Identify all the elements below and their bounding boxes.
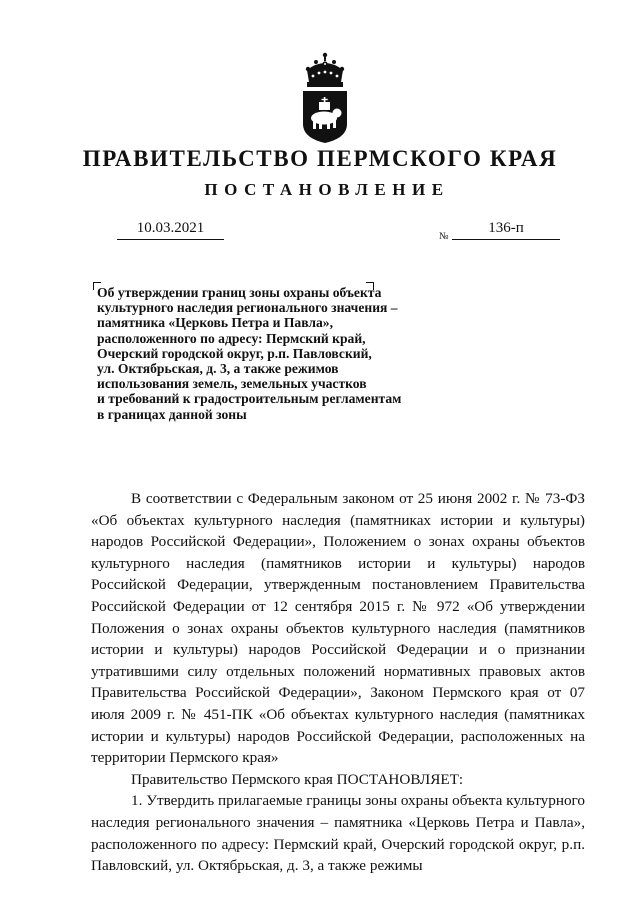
number-label: №	[439, 231, 449, 242]
body-paragraph-resolution: Правительство Пермского края ПОСТАНОВЛЯЕТ:	[131, 770, 464, 788]
subject-line: использования земель, земельных участков	[97, 376, 367, 392]
government-title: ПРАВИТЕЛЬСТВО ПЕРМСКОГО КРАЯ	[82, 146, 558, 171]
subject-line: ул. Октябрьская, д. 3, а также режимов	[97, 361, 339, 377]
document-body	[91, 488, 585, 877]
subject-line: Очерский городской округ, р.п. Павловский,	[97, 345, 372, 361]
subject-line: в границах данной зоны	[97, 406, 247, 422]
subject-line: Об утверждении границ зоны охраны объекта	[97, 285, 382, 300]
document-subject	[97, 285, 447, 422]
subject-line: и требований к градостроительным регламентам	[97, 391, 402, 407]
body-paragraph-legal-basis: В соответствии с Федеральным законом от 25 июня 2002 г. № 73-ФЗ «Об объектах культурного наследия (памятниках истории и культуры) народов Российской Федерации», Положением о зонах охраны объектов культурного наследия (памятников истории и культуры) народов Российской Федерации, утвержденным постановлением Правительства Российской Федерации от 12 сентября 2015 г. № 972 «Об утверждении Положения о зонах охраны объектов культурного наследия (памятников истории и культуры) народов Российской Федерации и о признании утратившими силу отдельных положений нормативных правовых актов Правительства Российской Федерации», Законом Пермского края от 07 июля 2009 г. № 451-ПК «Об объектах культурного наследия (памятниках истории и культуры) народов Российской Федерации, расположенных на территории Пермского края»	[91, 490, 585, 767]
body-paragraph-item-1: 1. Утвердить прилагаемые границы зоны охраны объекта культурного наследия регионального значения – памятника «Церковь Петра и Павла», расположенного по адресу: Пермский край, Очерский городской округ, р.п. Павловский, ул. Октябрьская, д. 3, а также режимы	[91, 792, 585, 875]
perm-krai-coat-of-arms-icon	[299, 52, 351, 144]
subject-line: памятника «Церковь Петра и Павла»,	[97, 315, 333, 331]
document-type-heading: ПОСТАНОВЛЕНИЕ	[204, 180, 450, 199]
document-number: 136-п	[452, 220, 560, 240]
document-date: 10.03.2021	[117, 220, 224, 240]
subject-line: расположенного по адресу: Пермский край,	[97, 330, 366, 346]
subject-line: культурного наследия регионального значения –	[97, 300, 398, 316]
